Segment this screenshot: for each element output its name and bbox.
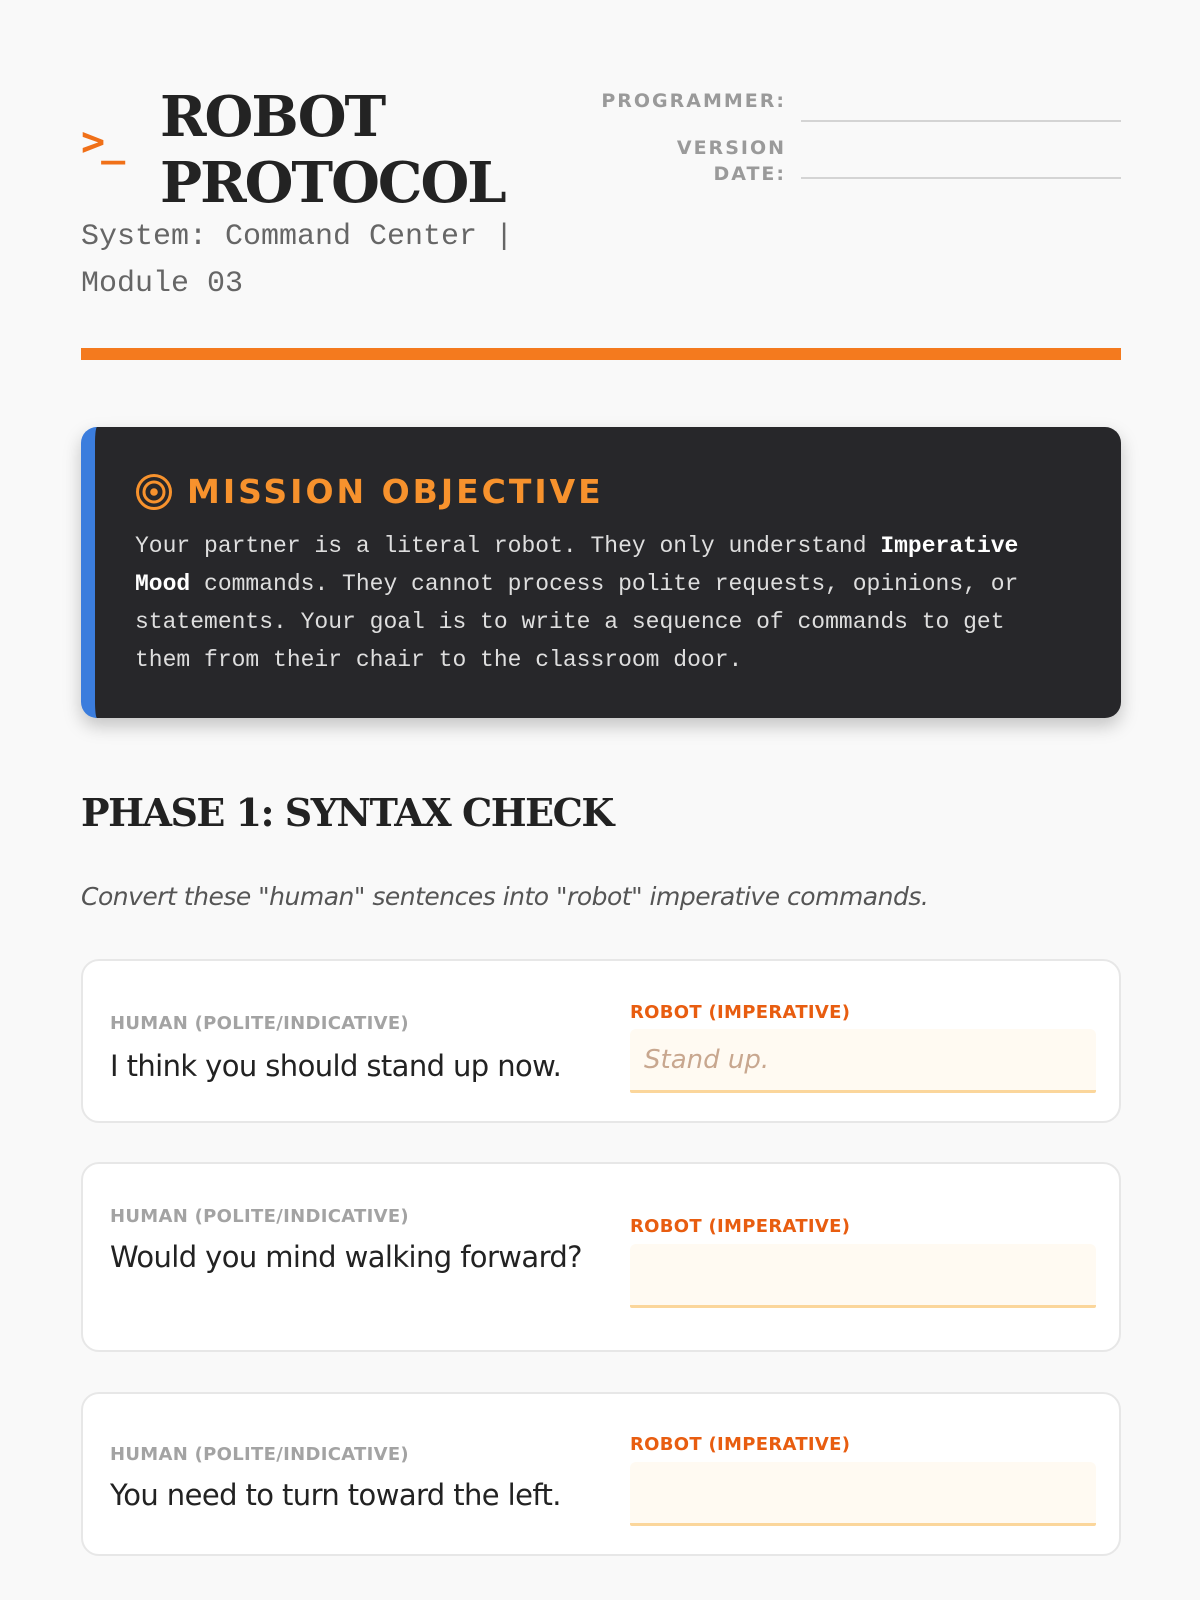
programmer-field[interactable] (801, 120, 1121, 122)
human-label: HUMAN (POLITE/INDICATIVE) (110, 1206, 409, 1227)
page-title (160, 84, 505, 216)
header-divider (81, 348, 1121, 360)
mission-objective-card (81, 427, 1121, 718)
header (81, 84, 1121, 304)
conversion-item (81, 1162, 1121, 1352)
human-sentence: Would you mind walking forward? (110, 1240, 582, 1274)
version-date-label: VERSION DATE: (676, 137, 786, 185)
version-date-field[interactable] (801, 177, 1121, 179)
conversion-item (81, 1392, 1121, 1556)
title-line-2: PROTOCOL (160, 150, 505, 216)
human-sentence: You need to turn toward the left. (110, 1478, 561, 1512)
title-line-1: ROBOT (160, 84, 385, 150)
human-label: HUMAN (POLITE/INDICATIVE) (110, 1444, 409, 1465)
target-icon (135, 473, 173, 511)
robot-answer-input[interactable] (630, 1244, 1096, 1308)
conversion-item (81, 959, 1121, 1123)
mission-title: MISSION OBJECTIVE (187, 472, 604, 511)
robot-label: ROBOT (IMPERATIVE) (630, 1434, 851, 1455)
mission-description (135, 527, 1055, 679)
programmer-label: PROGRAMMER: (601, 90, 786, 112)
human-sentence: I think you should stand up now. (110, 1049, 562, 1083)
robot-label: ROBOT (IMPERATIVE) (630, 1002, 851, 1023)
human-label: HUMAN (POLITE/INDICATIVE) (110, 1013, 409, 1034)
robot-label: ROBOT (IMPERATIVE) (630, 1216, 851, 1237)
robot-answer-input[interactable] (630, 1029, 1096, 1093)
system-subtitle: System: Command Center | Module 03 (81, 220, 514, 301)
mission-text-end: commands. They cannot process polite requests, opinions, or statements. Your goal is to write a sequence of commands to get them from their chair to the classroom door. (135, 571, 1019, 673)
phase-1-instructions: Convert these "human" sentences into "robot" imperative commands. (81, 882, 929, 911)
robot-answer-input[interactable] (630, 1462, 1096, 1526)
mission-header (135, 472, 604, 511)
mission-text-bold: Imperative Mood (135, 533, 1019, 597)
terminal-prompt-icon: >_ (81, 119, 122, 165)
phase-1-title: PHASE 1: SYNTAX CHECK (81, 790, 613, 835)
mission-text-start: Your partner is a literal robot. They only understand (135, 533, 881, 559)
